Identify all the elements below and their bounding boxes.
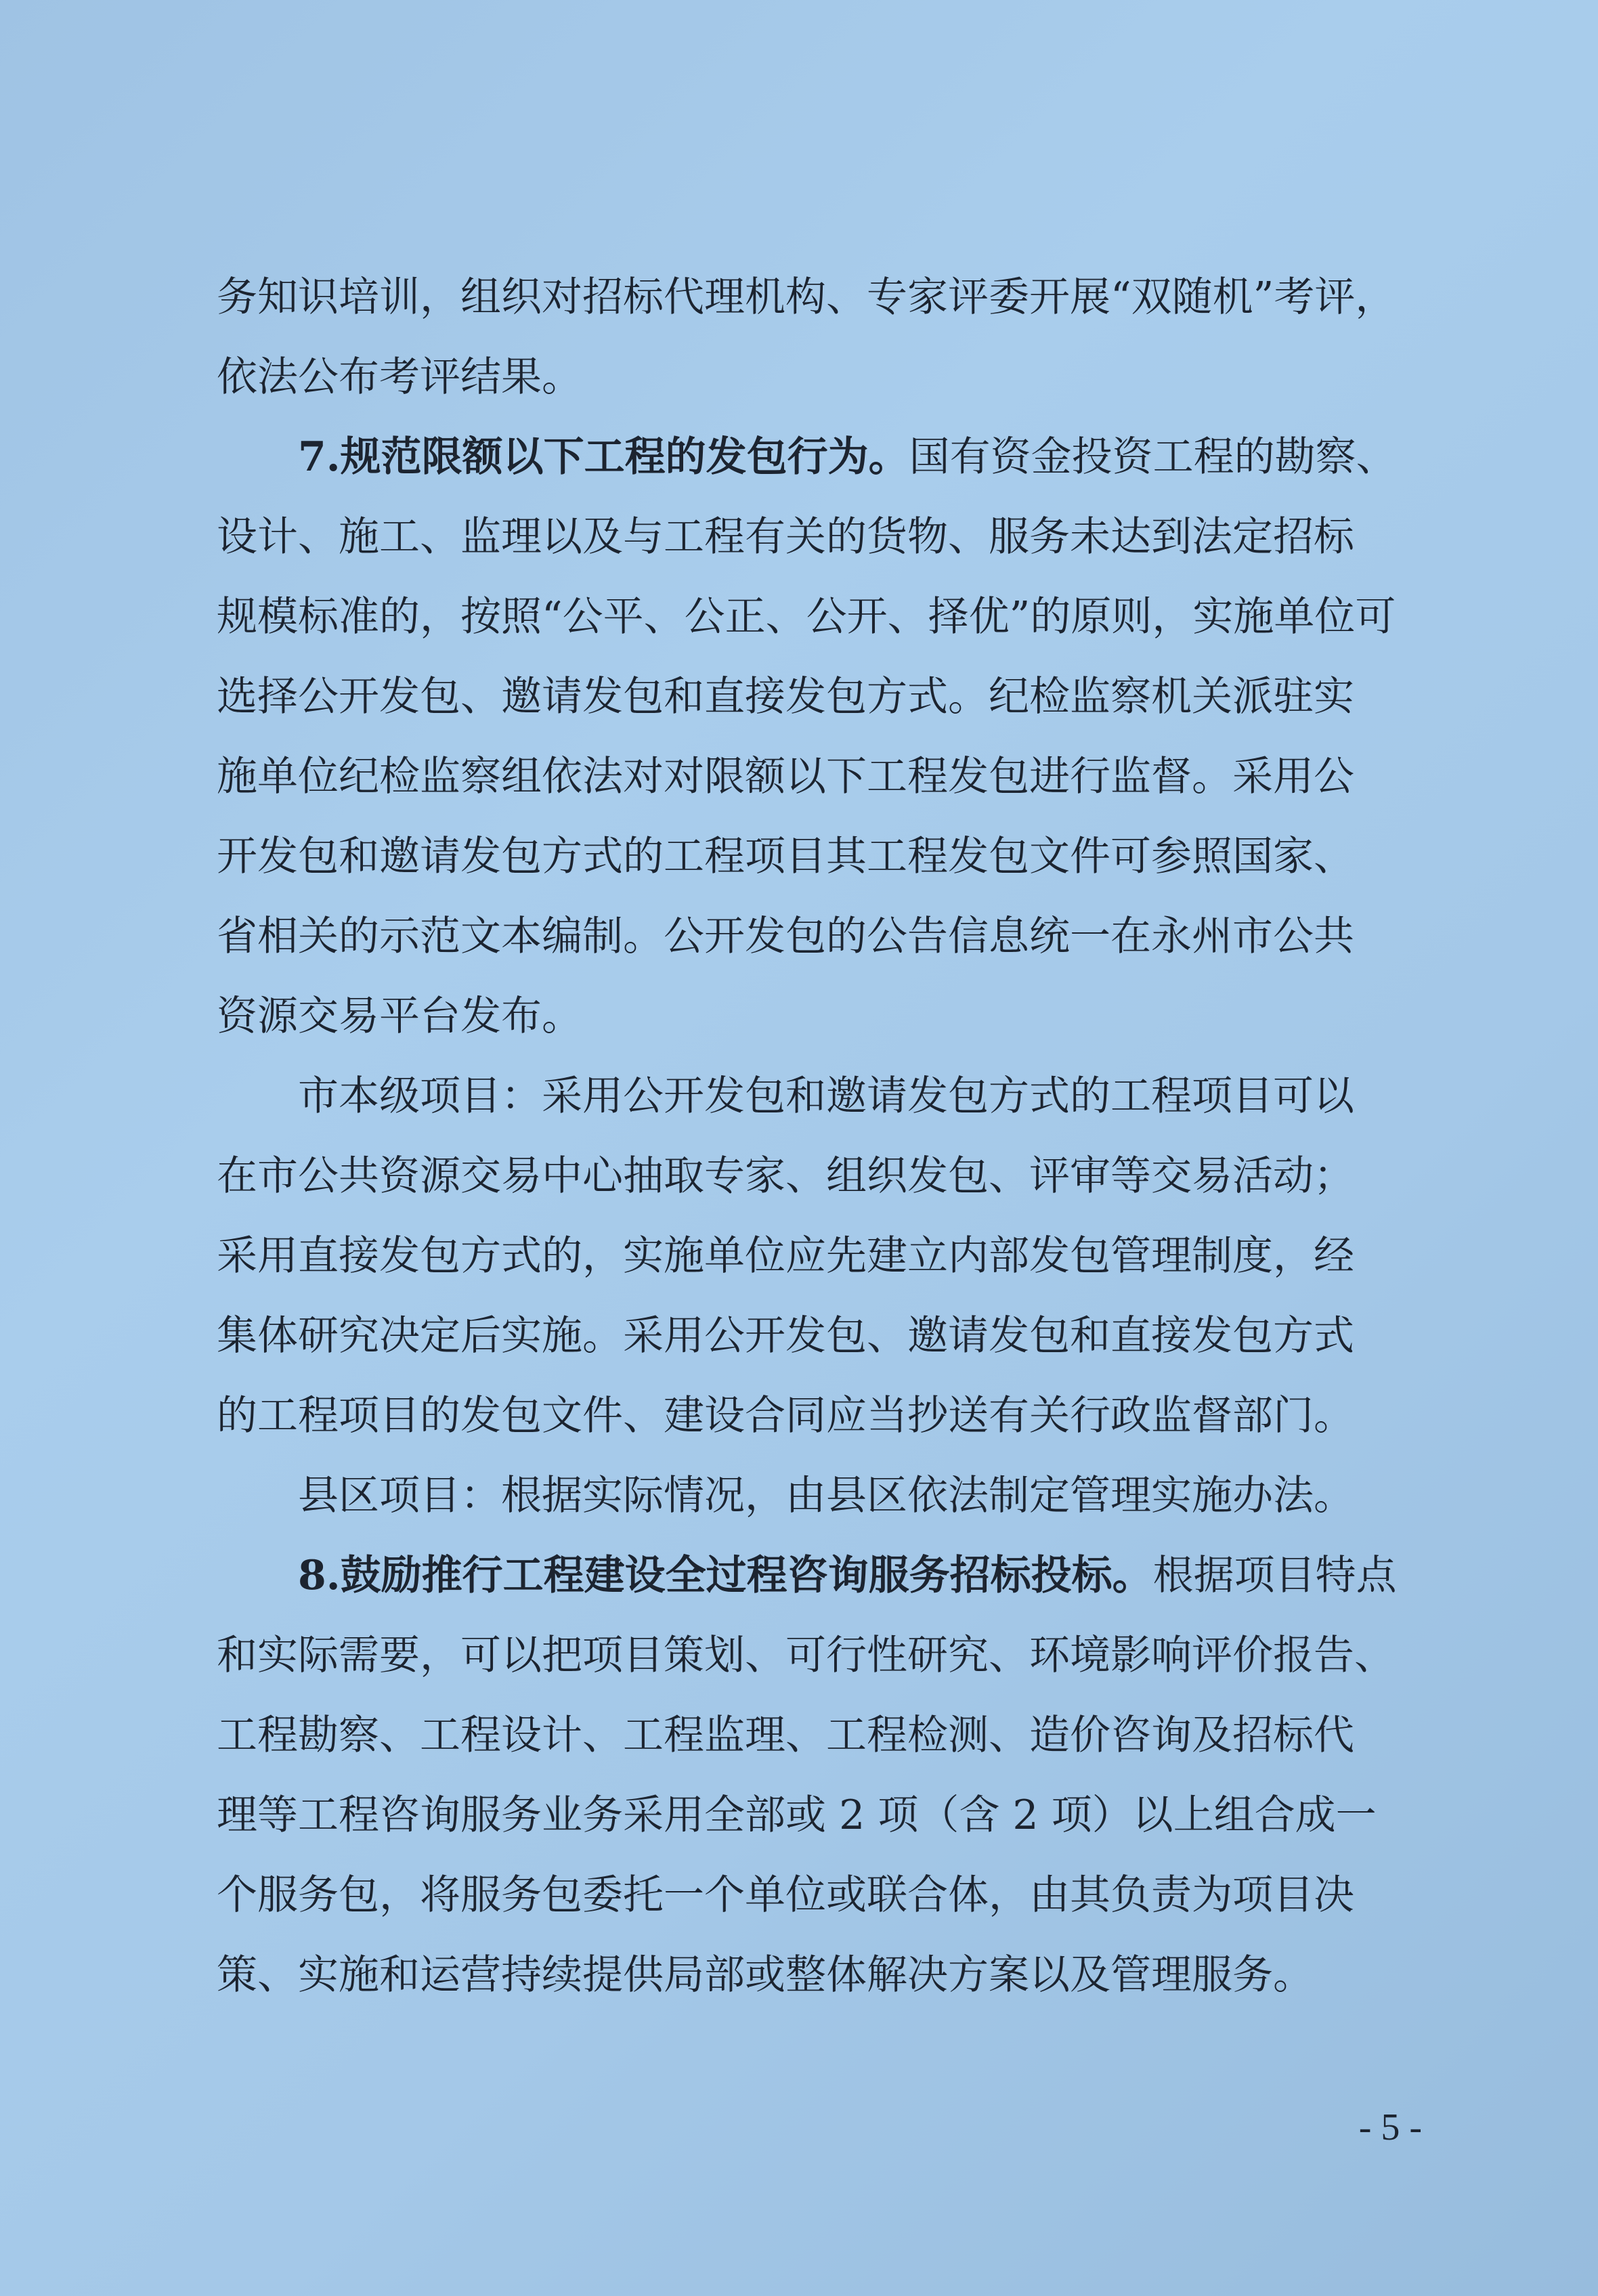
text-segment: 省相关的示范文本编制。公开发包的公告信息统一在永州市公共 — [217, 913, 1354, 960]
text-line — [217, 1056, 1422, 1136]
text-segment: 施单位纪检监察组依法对对限额以下工程发包进行监督。采用公 — [217, 753, 1354, 800]
text-segment: 设计、施工、监理以及与工程有关的货物、服务未达到法定招标 — [217, 513, 1354, 561]
text-segment: 的工程项目的发包文件、建设合同应当抄送有关行政监督部门。 — [217, 1392, 1354, 1439]
text-line — [217, 497, 1422, 577]
text-segment: 依法公布考评结果。 — [217, 353, 582, 401]
text-segment: 集体研究决定后实施。采用公开发包、邀请发包和直接发包方式 — [217, 1312, 1354, 1360]
text-line — [217, 1935, 1422, 2015]
text-line — [217, 817, 1422, 896]
text-segment: 资源交易平台发布。 — [217, 993, 582, 1040]
text-segment: 务知识培训，组织对招标代理机构、专家评委开展“双随机”考评， — [217, 274, 1396, 321]
section-heading: 7.规范限额以下工程的发包行为。 — [298, 433, 909, 481]
text-segment: 策、实施和运营持续提供局部或整体解决方案以及管理服务。 — [217, 1951, 1314, 1999]
text-line — [217, 737, 1422, 817]
section-heading: 8.鼓励推行工程建设全过程咨询服务招标投标。 — [298, 1552, 1153, 1599]
text-segment: 规模标准的，按照“公平、公正、公开、择优”的原则，实施单位可 — [217, 593, 1396, 641]
text-segment: 国有资金投资工程的勘察、 — [909, 433, 1397, 481]
text-line — [217, 257, 1422, 337]
text-segment: 采用直接发包方式的，实施单位应先建立内部发包管理制度，经 — [217, 1232, 1354, 1280]
text-line — [217, 1376, 1422, 1456]
text-line — [217, 657, 1422, 737]
text-line — [217, 896, 1422, 976]
text-line — [217, 1456, 1422, 1536]
text-segment: 工程勘察、工程设计、工程监理、工程检测、造价咨询及招标代 — [217, 1712, 1354, 1759]
text-line — [217, 577, 1422, 657]
text-segment: 开发包和邀请发包方式的工程项目其工程发包文件可参照国家、 — [217, 833, 1354, 880]
text-line — [217, 1616, 1422, 1695]
text-line — [217, 337, 1422, 417]
body-text — [217, 257, 1422, 2015]
text-line — [217, 1536, 1422, 1616]
text-line — [217, 1216, 1422, 1296]
text-line — [217, 1695, 1422, 1775]
text-segment: 理等工程咨询服务业务采用全部或 2 项（含 2 项）以上组合成一 — [217, 1792, 1377, 1839]
text-segment: 市本级项目：采用公开发包和邀请发包方式的工程项目可以 — [298, 1073, 1354, 1120]
page-number: - 5 - — [1358, 2106, 1422, 2148]
text-line — [217, 976, 1422, 1056]
text-line — [217, 1855, 1422, 1935]
text-segment: 县区项目：根据实际情况，由县区依法制定管理实施办法。 — [298, 1472, 1354, 1519]
text-segment: 个服务包，将服务包委托一个单位或联合体，由其负责为项目决 — [217, 1871, 1354, 1919]
text-segment: 在市公共资源交易中心抽取专家、组织发包、评审等交易活动； — [217, 1152, 1354, 1200]
text-segment: 和实际需要，可以把项目策划、可行性研究、环境影响评价报告、 — [217, 1632, 1395, 1679]
text-segment: 选择公开发包、邀请发包和直接发包方式。纪检监察机关派驻实 — [217, 673, 1354, 720]
text-line — [217, 1775, 1422, 1855]
text-segment: 根据项目特点 — [1152, 1552, 1397, 1599]
text-line — [217, 1296, 1422, 1376]
text-line — [217, 417, 1422, 497]
text-line — [217, 1136, 1422, 1216]
